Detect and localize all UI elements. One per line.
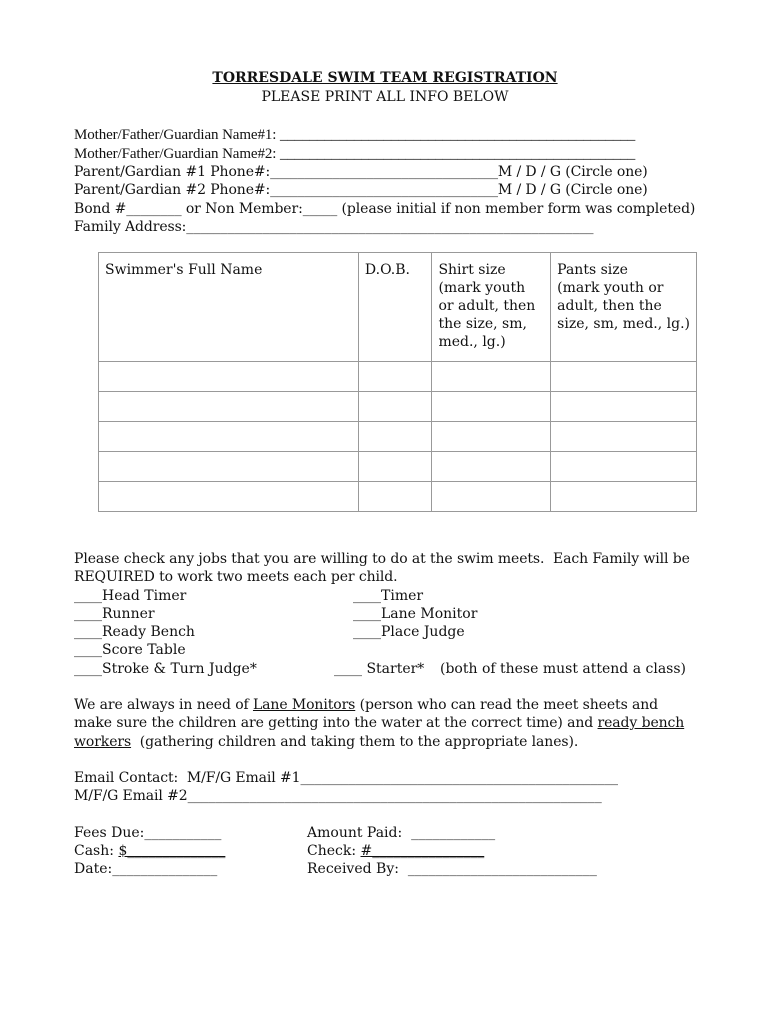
guardian-name-1-field[interactable]: Mother/Father/Guardian Name#1: ________________________________________________ (74, 127, 636, 143)
email-1-field[interactable]: Email Contact: M/F/G Email #1______________________________________________ (74, 770, 618, 786)
received-by-field[interactable]: Received By: ___________________________ (307, 861, 597, 877)
table-row (99, 482, 697, 512)
cell-dob[interactable] (358, 422, 432, 452)
job-lane-monitor[interactable]: ____Lane Monitor (353, 606, 478, 622)
cash-label: Cash: (74, 843, 119, 859)
workers-emphasis: workers (74, 734, 132, 750)
amount-paid-field[interactable]: Amount Paid: ____________ (307, 825, 496, 841)
cell-pants-size[interactable] (551, 392, 697, 422)
cell-full-name[interactable] (99, 362, 359, 392)
jobs-intro-line-2: REQUIRED to work two meets each per child. (74, 569, 398, 585)
cell-shirt-size[interactable] (432, 362, 551, 392)
cell-full-name[interactable] (99, 452, 359, 482)
need-paragraph-line-1 (74, 696, 658, 714)
cash-value[interactable]: $______________ (118, 843, 226, 859)
guardian-name-2-field[interactable]: Mother/Father/Guardian Name#2: ________________________________________________ (74, 146, 636, 162)
job-starter[interactable]: ____ Starter* (334, 661, 425, 677)
fees-due-field[interactable]: Fees Due:___________ (74, 825, 222, 841)
cell-pants-size[interactable] (551, 452, 697, 482)
job-score-table[interactable]: ____Score Table (74, 642, 186, 658)
job-place-judge[interactable]: ____Place Judge (353, 624, 465, 640)
form-title: TORRESDALE SWIM TEAM REGISTRATION (212, 70, 558, 86)
cell-pants-size[interactable] (551, 362, 697, 392)
cell-full-name[interactable] (99, 422, 359, 452)
check-value[interactable]: #________________ (360, 843, 485, 859)
header-pants-size: Pants size (mark youth or adult, then the size, sm, med., lg.) (551, 253, 697, 362)
cell-pants-size[interactable] (551, 422, 697, 452)
table-row (99, 392, 697, 422)
date-field[interactable]: Date:_______________ (74, 861, 218, 877)
need-text: (gathering children and taking them to the appropriate lanes). (131, 734, 579, 750)
cell-shirt-size[interactable] (432, 452, 551, 482)
cell-dob[interactable] (358, 362, 432, 392)
need-text: (person who can read the meet sheets and (355, 697, 659, 713)
cell-dob[interactable] (358, 392, 432, 422)
email-2-field[interactable]: M/F/G Email #2____________________________________________________________ (74, 788, 602, 804)
job-head-timer[interactable]: ____Head Timer (74, 588, 187, 604)
cell-shirt-size[interactable] (432, 422, 551, 452)
swimmer-table (98, 252, 697, 512)
swimmer-table-header (99, 253, 697, 362)
parent-1-phone-field[interactable]: Parent/Gardian #1 Phone#:_________________________________M / D / G (Circle one) (74, 164, 648, 180)
cell-pants-size[interactable] (551, 482, 697, 512)
parent-2-phone-field[interactable]: Parent/Gardian #2 Phone#:_________________________________M / D / G (Circle one) (74, 182, 648, 198)
header-dob: D.O.B. (358, 253, 432, 362)
need-paragraph-line-2 (74, 714, 684, 732)
family-address-field[interactable]: Family Address:___________________________________________________________ (74, 219, 594, 235)
bond-member-field[interactable]: Bond #________ or Non Member:_____ (please initial if non member form was completed) (74, 201, 696, 217)
check-field[interactable] (307, 842, 484, 860)
cell-dob[interactable] (358, 482, 432, 512)
cell-full-name[interactable] (99, 482, 359, 512)
header-shirt-size: Shirt size (mark youth or adult, then the size, sm, med., lg.) (432, 253, 551, 362)
check-label: Check: (307, 843, 361, 859)
lane-monitors-emphasis: Lane Monitors (252, 697, 356, 713)
form-subtitle: PLEASE PRINT ALL INFO BELOW (261, 89, 509, 105)
need-paragraph-line-3 (74, 733, 578, 751)
class-note: (both of these must attend a class) (440, 661, 687, 677)
cash-field[interactable] (74, 842, 225, 860)
need-text: make sure the children are getting into the water at the correct time) and (74, 715, 598, 731)
ready-bench-emphasis: ready bench (597, 715, 685, 731)
table-row (99, 452, 697, 482)
need-text: We are always in need of (74, 697, 253, 713)
table-row (99, 422, 697, 452)
job-timer[interactable]: ____Timer (353, 588, 424, 604)
header-full-name: Swimmer's Full Name (99, 253, 359, 362)
cell-full-name[interactable] (99, 392, 359, 422)
job-ready-bench[interactable]: ____Ready Bench (74, 624, 195, 640)
cell-dob[interactable] (358, 452, 432, 482)
cell-shirt-size[interactable] (432, 392, 551, 422)
job-stroke-turn-judge[interactable]: ____Stroke & Turn Judge* (74, 661, 257, 677)
table-row (99, 362, 697, 392)
jobs-intro-line-1: Please check any jobs that you are willing to do at the swim meets. Each Family will be (74, 551, 690, 567)
cell-shirt-size[interactable] (432, 482, 551, 512)
job-runner[interactable]: ____Runner (74, 606, 155, 622)
